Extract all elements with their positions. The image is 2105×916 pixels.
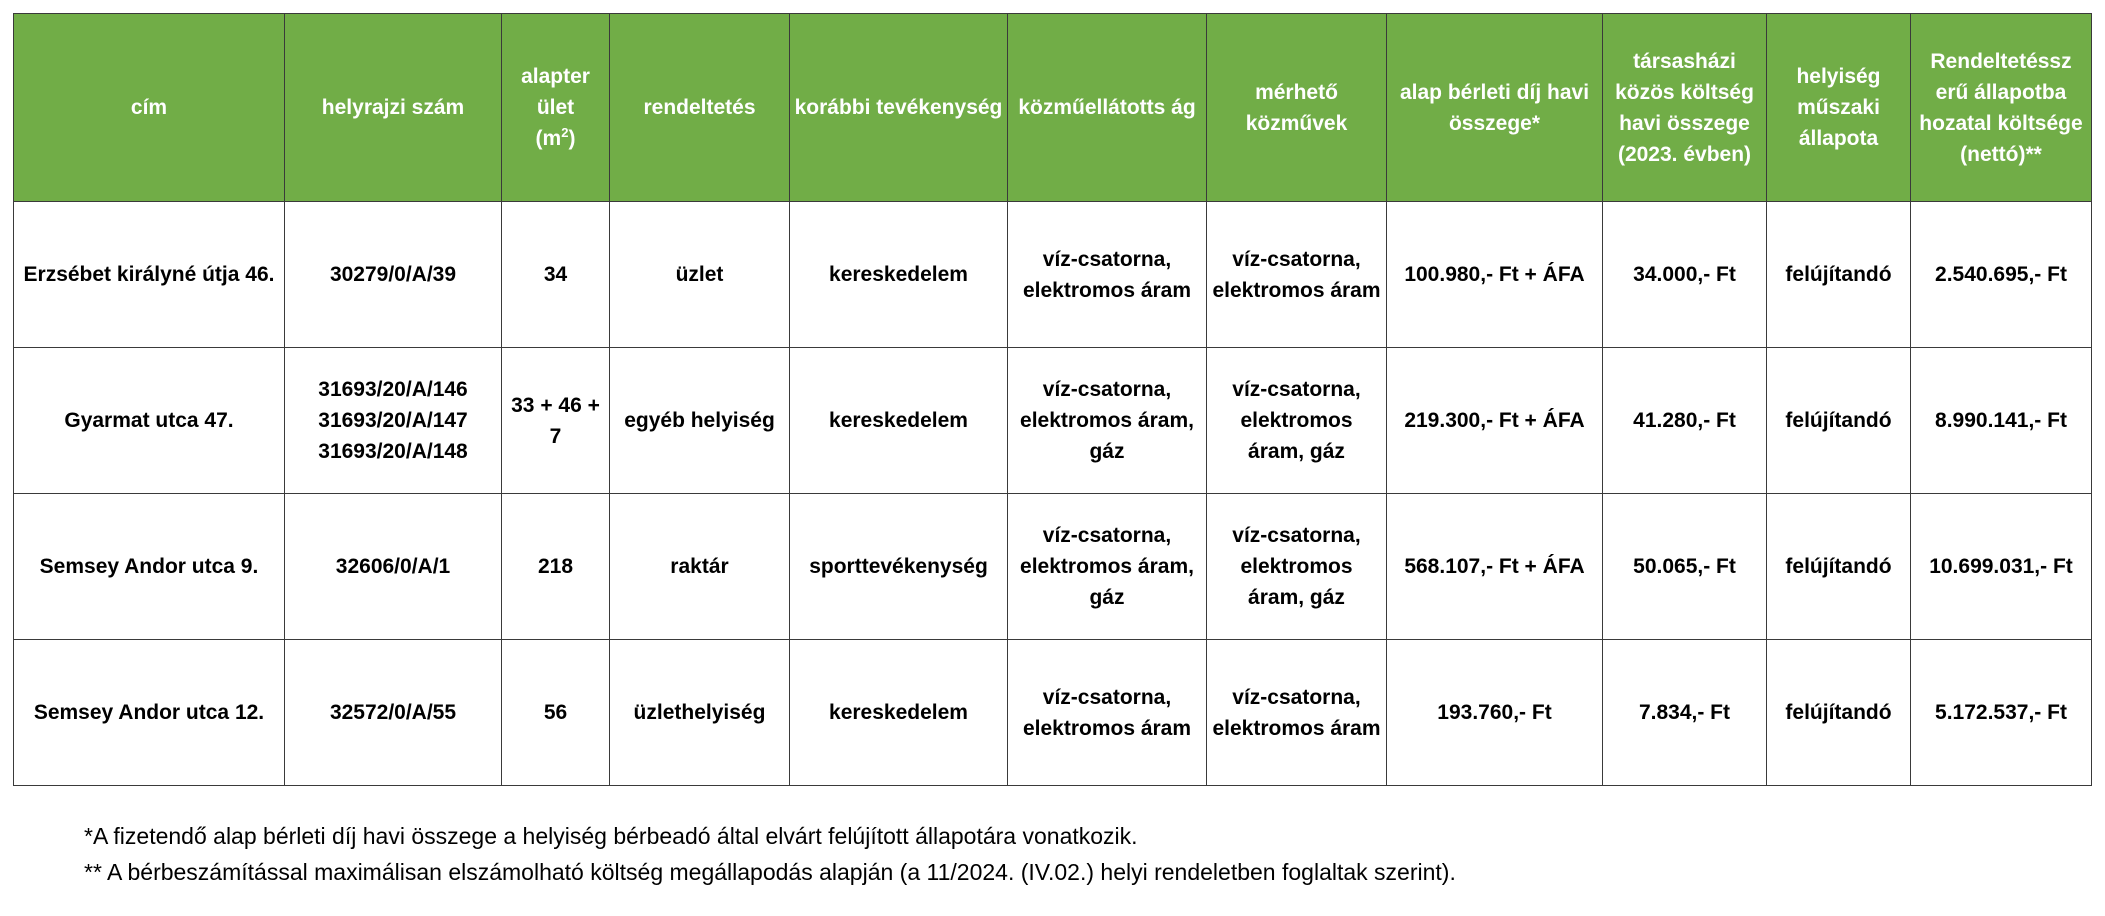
- column-header-label: korábbi tevékenység: [794, 96, 1003, 119]
- cell-utility: víz-csatorna, elektromos áram: [1008, 202, 1207, 348]
- cell-rent: 193.760,- Ft: [1387, 640, 1603, 786]
- cell-use: üzlet: [610, 202, 790, 348]
- cell-tech: felújítandó: [1767, 640, 1911, 786]
- cell-use: raktár: [610, 494, 790, 640]
- cell-area: 33 + 46 + 7: [502, 348, 610, 494]
- cell-metered: víz-csatorna, elektromos áram: [1207, 640, 1387, 786]
- column-header-utility: [1008, 14, 1207, 202]
- cell-hrsz: [285, 202, 502, 348]
- cell-cost: 8.990.141,- Ft: [1911, 348, 2092, 494]
- cell-line: 31693/20/A/147: [318, 409, 468, 432]
- cell-rent: 100.980,- Ft + ÁFA: [1387, 202, 1603, 348]
- column-header-label: rendeltetés: [643, 96, 756, 119]
- cell-cost: 2.540.695,- Ft: [1911, 202, 2092, 348]
- table-row: [14, 348, 2092, 494]
- cell-rent: 568.107,- Ft + ÁFA: [1387, 494, 1603, 640]
- table-row: [14, 202, 2092, 348]
- table-row: [14, 494, 2092, 640]
- cell-tech: felújítandó: [1767, 494, 1911, 640]
- property-table: [13, 13, 2092, 786]
- column-header-prev: [790, 14, 1008, 202]
- column-header-label: alapter ület: [521, 65, 590, 119]
- cell-cost: 10.699.031,- Ft: [1911, 494, 2092, 640]
- table-header: [14, 14, 2092, 202]
- column-header-cim: [14, 14, 285, 202]
- column-header-common: [1603, 14, 1767, 202]
- cell-use: üzlethelyiség: [610, 640, 790, 786]
- cell-cim: Semsey Andor utca 12.: [14, 640, 285, 786]
- unit-base: m: [542, 127, 562, 150]
- cell-use: egyéb helyiség: [610, 348, 790, 494]
- column-header-rent: [1387, 14, 1603, 202]
- cell-prev: sporttevékenység: [790, 494, 1008, 640]
- property-table-container: [13, 13, 2092, 786]
- cell-common: 7.834,- Ft: [1603, 640, 1767, 786]
- cell-line: 31693/20/A/146: [318, 378, 468, 401]
- cell-cim: Erzsébet királyné útja 46.: [14, 202, 285, 348]
- cell-prev: kereskedelem: [790, 640, 1008, 786]
- column-header-label: helyiség műszaki állapota: [1796, 65, 1881, 150]
- column-header-label: társasházi közös költség havi összege (2023. évben): [1615, 49, 1754, 166]
- cell-utility: víz-csatorna, elektromos áram, gáz: [1008, 494, 1207, 640]
- cell-common: 50.065,- Ft: [1603, 494, 1767, 640]
- column-header-cost: [1911, 14, 2092, 202]
- cell-tech: felújítandó: [1767, 202, 1911, 348]
- cell-area: 218: [502, 494, 610, 640]
- column-header-area: [502, 14, 610, 202]
- cell-line: 32572/0/A/55: [329, 701, 457, 724]
- cell-metered: víz-csatorna, elektromos áram: [1207, 202, 1387, 348]
- cell-metered: víz-csatorna, elektromos áram, gáz: [1207, 348, 1387, 494]
- column-header-metered: [1207, 14, 1387, 202]
- column-header-tech: [1767, 14, 1911, 202]
- cell-line: 32606/0/A/1: [335, 555, 451, 578]
- unit-superscript: 2: [561, 125, 569, 140]
- cell-cost: 5.172.537,- Ft: [1911, 640, 2092, 786]
- cell-area: 34: [502, 202, 610, 348]
- cell-common: 41.280,- Ft: [1603, 348, 1767, 494]
- cell-area: 56: [502, 640, 610, 786]
- column-header-label: közműellátotts ág: [1018, 96, 1196, 119]
- cell-hrsz: [285, 348, 502, 494]
- column-header-label: mérhető közművek: [1245, 80, 1348, 135]
- footnotes: [84, 818, 1456, 890]
- table-body: [14, 202, 2092, 786]
- column-header-label: alap bérleti díj havi összege*: [1399, 80, 1590, 135]
- cell-utility: víz-csatorna, elektromos áram, gáz: [1008, 348, 1207, 494]
- cell-cim: Gyarmat utca 47.: [14, 348, 285, 494]
- column-header-use: [610, 14, 790, 202]
- column-header-label: helyrajzi szám: [321, 96, 465, 119]
- footnote-rent: *A fizetendő alap bérleti díj havi összege a helyiség bérbeadó által elvárt felújított állapotára vonatkozik.: [84, 823, 1138, 849]
- cell-utility: víz-csatorna, elektromos áram: [1008, 640, 1207, 786]
- table-row: [14, 640, 2092, 786]
- header-row: [14, 14, 2092, 202]
- cell-prev: kereskedelem: [790, 348, 1008, 494]
- column-header-label: Rendeltetéssz erű állapotba hozatal költsége (nettó)**: [1919, 49, 2083, 166]
- cell-cim: Semsey Andor utca 9.: [14, 494, 285, 640]
- cell-hrsz: [285, 640, 502, 786]
- cell-rent: 219.300,- Ft + ÁFA: [1387, 348, 1603, 494]
- cell-common: 34.000,- Ft: [1603, 202, 1767, 348]
- footnote-cost: ** A bérbeszámítással maximálisan elszámolható költség megállapodás alapján (a 11/2024. (IV.02.) helyi rendeletben foglaltak szerint).: [84, 859, 1456, 885]
- column-header-unit: $(m^2)$: [535, 125, 576, 150]
- cell-line: 30279/0/A/39: [329, 263, 457, 286]
- cell-metered: víz-csatorna, elektromos áram, gáz: [1207, 494, 1387, 640]
- column-header-label: cím: [130, 96, 168, 119]
- cell-line: 31693/20/A/148: [318, 440, 468, 463]
- column-header-hrsz: [285, 14, 502, 202]
- cell-prev: kereskedelem: [790, 202, 1008, 348]
- cell-hrsz: [285, 494, 502, 640]
- cell-tech: felújítandó: [1767, 348, 1911, 494]
